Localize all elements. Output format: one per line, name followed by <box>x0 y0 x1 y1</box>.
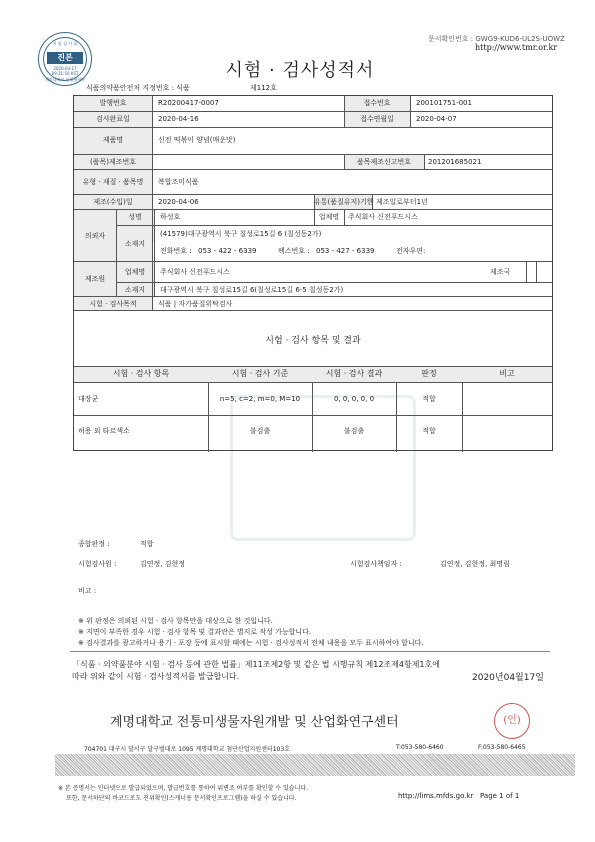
issuer-tel: T:053-580-6460 <box>396 744 444 751</box>
legal-text-line1: 「식품 · 의약품분야 시험 · 검사 등에 관한 법률」제11조제2항 및 같은 법 시행규칙 제12조제4항제1호에 <box>72 660 440 669</box>
receipt-no-label: 접수번호 <box>363 99 391 107</box>
header-standard: 시험 · 검사 기준 <box>231 369 289 378</box>
verification-barcode <box>55 754 575 776</box>
header-verdict: 판정 <box>421 369 437 378</box>
expiry-value: 제조일로부터1년 <box>376 198 428 206</box>
report-no-label: 품목제조신고번호 <box>356 158 412 166</box>
issuer-fax: F:053-580-6465 <box>478 744 526 751</box>
testers-label: 시험검사원 : <box>78 560 117 568</box>
designation-number: 제112호 <box>250 84 277 92</box>
note-line: ※ 검사결과를 광고하거나 용기 · 포장 등에 표시할 때에는 시험 · 검사성적서 전체 내용을 모두 표시하여야 합니다. <box>78 639 424 647</box>
requester-address: (41579)대구광역시 북구 칠성로15길 6 (칠성동2가) <box>160 230 322 238</box>
legal-text-line2: 따라 위와 같이 시험 · 검사성적서를 발급합니다. <box>72 672 240 681</box>
purpose-value: 식품 | 자가품질위탁검사 <box>158 300 233 308</box>
result-item: 대장균 <box>78 395 99 403</box>
made-date-label: 제조(수입)일 <box>93 198 133 206</box>
page-title: 시험 · 검사성적서 <box>225 60 375 81</box>
testers-value: 김연정, 김현정 <box>140 560 186 568</box>
footer-line1: ※ 본 증명서는 인터넷으로 발급되었으며, 발급번호를 통하여 위변조 여부를 확인할 수 있습니다. <box>58 785 309 792</box>
document-confirm-number: 문서확인번호 : GWG9-KUD6-UL2S-UOWZ <box>428 35 565 43</box>
purpose-label: 시험 · 검사목적 <box>89 300 137 308</box>
receipt-no: 200101751-001 <box>416 99 472 107</box>
header-result: 시험 · 검사 결과 <box>325 369 383 378</box>
maker-address: 대구광역시 북구 칠성로15길 6(칠성로15길 6-5 칠성동2가) <box>160 286 344 294</box>
note-line: ※ 위 판정은 의뢰된 시험 · 검사 항목만을 대상으로 한 것입니다. <box>78 617 273 625</box>
manufacture-no-label: (품목)제조번호 <box>89 158 137 166</box>
receipt-date: 2020-04-07 <box>416 115 457 123</box>
type-value: 복합조미식품 <box>158 178 199 186</box>
header-note: 비고 <box>499 369 515 378</box>
designation-label: 식품의약품안전처 지정번호 : 식품 <box>86 84 190 92</box>
requester-company: 주식회사 신전푸드시스 <box>348 213 418 221</box>
maker-address-label: 소재지 <box>124 286 146 294</box>
issue-no: R20200417-0007 <box>158 99 219 107</box>
issue-date: 2020년04월17일 <box>472 673 544 683</box>
maker-company: 주식회사 신전푸드시스 <box>160 268 230 276</box>
responsible-label: 시험검사책임자 : <box>350 560 402 568</box>
requester-name: 하성호 <box>160 213 181 221</box>
overall-label: 종합판정 : <box>78 540 110 548</box>
official-stamp: (인) <box>494 703 530 739</box>
responsible-value: 김연정, 김현정, 최명림 <box>440 560 510 568</box>
fax-label: 팩스번호 : <box>278 247 310 255</box>
email-label: 전자우편: <box>396 247 426 255</box>
result-verdict: 적합 <box>422 395 436 403</box>
address-label: 소재지 <box>124 240 146 248</box>
fax-value: 053 - 427 - 6339 <box>316 247 375 255</box>
note-line: ※ 지면이 부족한 경우 시험 · 검사 항목 및 결과란은 별지로 작성 가능합니다. <box>78 628 312 636</box>
country-label: 제조국 <box>490 268 511 276</box>
issuer-name: 계명대학교 전통미생물자원개발 및 산업화연구센터 <box>110 715 399 730</box>
name-label: 성명 <box>128 213 142 221</box>
requester-label: 의뢰자 <box>84 232 106 240</box>
company-label: 업체명 <box>318 213 340 221</box>
header-item: 시험 · 검사 항목 <box>112 369 170 378</box>
results-section-title: 시험 · 검사 항목 및 결과 <box>265 336 361 346</box>
issuer-address: 704701 대구시 달서구 달구벌대로 1095 계명대학교 첨단산업지원센터103호 <box>84 746 290 753</box>
complete-date: 2020-04-16 <box>158 115 199 123</box>
footer-url[interactable]: http://lims.mfds.go.kr <box>398 792 474 800</box>
footer-line2: 또한, 문서하단의 바코드로도 진위확인(스캐너용 문서확인프로그램)을 하실 수 있습니다. <box>66 795 297 802</box>
result-item: 허용 외 타르색소 <box>78 427 130 435</box>
issue-no-label: 발행번호 <box>99 99 127 107</box>
made-date: 2020-04-06 <box>158 198 199 206</box>
phone-value: 053 - 422 - 6339 <box>198 247 257 255</box>
remarks-label: 비고 : <box>78 587 97 595</box>
product-label: 제품명 <box>102 136 124 144</box>
header-url: http://www.tmr.or.kr <box>475 43 558 52</box>
result-verdict: 적합 <box>422 427 436 435</box>
page-indicator: Page 1 of 1 <box>480 792 520 800</box>
product-name: 신전 떡볶이 양념(매운맛) <box>158 136 236 144</box>
result-value: 0, 0, 0, 0, 0 <box>333 395 375 403</box>
receipt-date-label: 접수연월일 <box>360 115 394 123</box>
complete-date-label: 검사완료일 <box>96 115 130 123</box>
type-label: 유형 · 재질 · 품목명 <box>82 178 144 186</box>
expiry-label: 유통(품질유지)기한 <box>314 198 374 206</box>
result-value: 불검출 <box>343 427 365 435</box>
authenticity-seal: 시 험 검 사 필 진본 2020-04-17 09:31:50 KST 계명대학교 산업협력단 <box>38 32 92 86</box>
maker-company-label: 업체명 <box>124 268 146 276</box>
result-standard: n=5, c=2, m=0, M=10 <box>219 395 301 403</box>
phone-label: 전화번호 : <box>160 247 192 255</box>
maker-label: 제조원 <box>84 275 106 283</box>
report-no: 201201685021 <box>428 158 482 166</box>
result-standard: 불검출 <box>249 427 271 435</box>
info-table <box>73 95 553 451</box>
overall-verdict: 적합 <box>140 540 154 548</box>
